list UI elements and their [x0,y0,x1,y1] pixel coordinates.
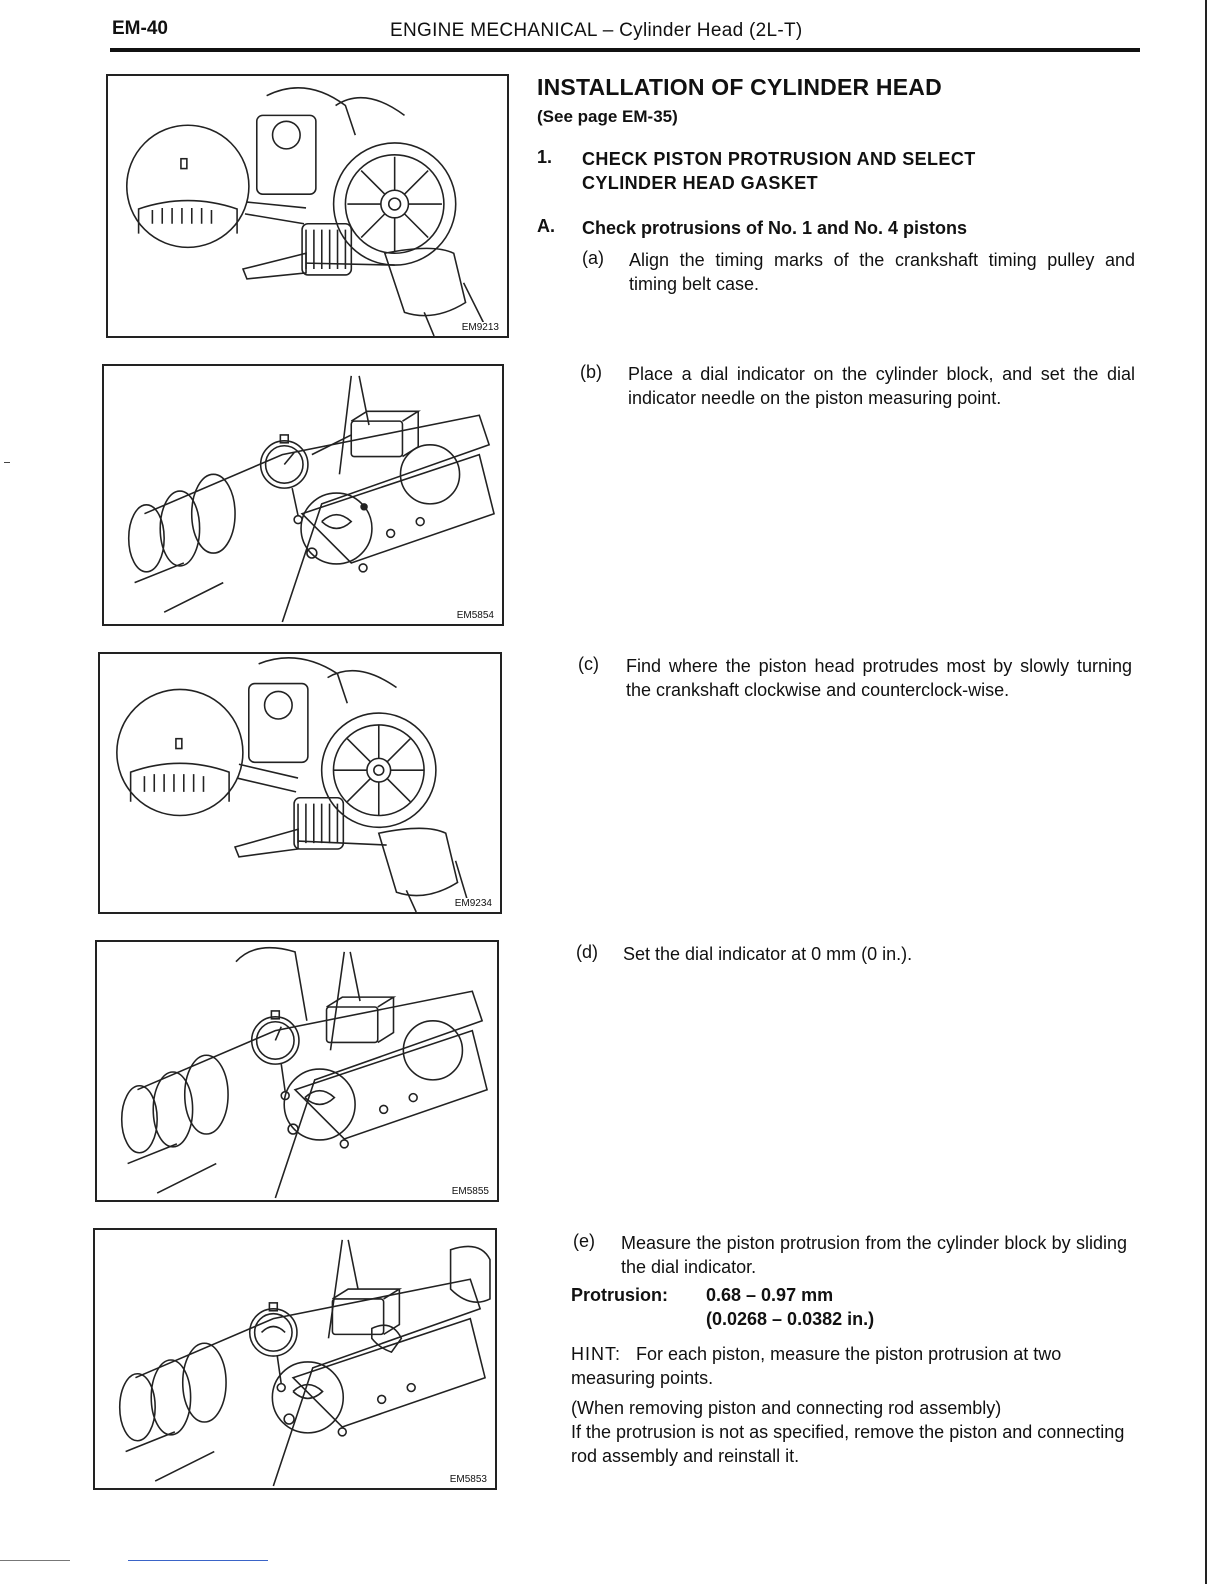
step-c-text: Find where the piston head protrudes most by slowly turning the crankshaft clockwise and counterclock-wise. [626,656,1132,700]
step-e-label: (e) [573,1231,595,1251]
step-d-text: Set the dial indicator at 0 mm (0 in.). [623,944,913,964]
step-a-label: (a) [582,248,604,268]
figure-crankshaft-turning [98,652,502,914]
figure-timing-marks [106,74,509,338]
hint-label: HINT: [571,1344,621,1364]
figure-code: EM5854 [456,610,494,621]
page-title [390,20,803,42]
footer-link-rule [128,1560,268,1561]
step-a-text: Align the timing marks of the crankshaft timing pulley and timing belt case. [629,250,1135,294]
crankshaft-pulley-illustration-icon [100,654,500,912]
scan-mark [4,462,10,463]
substep-title: Check protrusions of No. 1 and No. 4 pistons [582,218,968,238]
header-rule [110,48,1140,52]
figure-dial-zero [95,940,499,1202]
hint-spacer [621,1344,636,1364]
section-title: ENGINE MECHANICAL [390,20,598,41]
figure-code: EM5853 [449,1474,487,1485]
subsection-title: Cylinder Head (2L-T) [619,20,803,41]
figure-dial-indicator-setup [102,364,504,626]
title-dash: – [597,20,620,41]
section-heading: INSTALLATION OF CYLINDER HEAD [537,74,942,100]
figure-code: EM9213 [461,322,499,333]
step-d-label: (d) [576,942,598,962]
footer-rule [0,1560,70,1561]
dial-indicator-zero-illustration-icon [97,942,497,1200]
spec-label: Protrusion: [571,1285,668,1305]
note-condition: (When removing piston and connecting rod assembly) [571,1398,1002,1418]
step-b-text: Place a dial indicator on the cylinder block, and set the dial indicator needle on the piston measuring point. [628,364,1135,408]
page-reference: (See page EM-35) [537,107,678,126]
step-b-label: (b) [580,362,602,382]
figure-code: EM9234 [454,898,492,909]
spec-value-in: (0.0268 – 0.0382 in.) [706,1309,875,1329]
step-c-label: (c) [578,654,599,674]
figure-measure-protrusion [93,1228,497,1490]
step-e-text: Measure the piston protrusion from the cylinder block by sliding the dial indicator. [621,1233,1127,1277]
note-text: If the protrusion is not as specified, remove the piston and connecting rod assembly and reinstall it. [571,1422,1125,1466]
figure-code: EM5855 [451,1186,489,1197]
step-title-line1: CHECK PISTON PROTRUSION AND SELECT [582,149,976,169]
dial-indicator-measure-illustration-icon [95,1230,495,1488]
page-number: EM-40 [112,18,168,39]
dial-indicator-illustration-icon [104,366,502,624]
hint-block [571,1342,1129,1390]
substep-letter: A. [537,216,555,236]
step-number: 1. [537,147,553,167]
crankshaft-pulley-illustration-icon [108,76,507,336]
step-title-line2: CYLINDER HEAD GASKET [582,173,819,193]
hint-text: For each piston, measure the piston protrusion at two measuring points. [571,1344,1062,1388]
spec-value-mm: 0.68 – 0.97 mm [706,1285,834,1305]
page-edge-line [1205,0,1207,1584]
